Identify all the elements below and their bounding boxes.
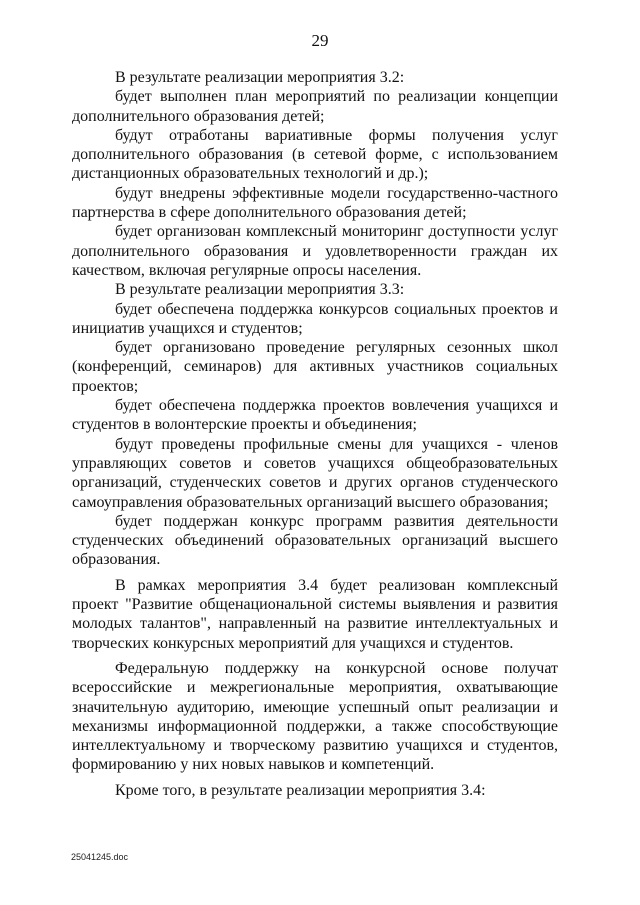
paragraph: будет обеспечена поддержка проектов вовлечения учащихся и студентов в волонтерские проекты и объединения;: [72, 397, 558, 434]
document-body: [72, 68, 558, 800]
paragraph: В результате реализации мероприятия 3.3:: [115, 281, 405, 299]
paragraph: Федеральную поддержку на конкурсной основе получат всероссийские и межрегиональные мероприятия, охватывающие значительную аудиторию, имеющие успешный опыт реализации и механизмы информационной поддержки, а также способствующие интеллектуальному и творческому развитию учащихся и студентов, формированию у них новых навыков и компетенций.: [72, 659, 558, 774]
paragraph: В рамках мероприятия 3.4 будет реализован комплексный проект "Развитие общенациональной системы выявления и развития молодых талантов", направленный на развитие интеллектуальных и творческих конкурсных мероприятий для учащихся и студентов.: [72, 576, 558, 652]
paragraph: будет обеспечена поддержка конкурсов социальных проектов и инициатив учащихся и студентов;: [72, 300, 558, 337]
paragraph: будет выполнен план мероприятий по реализации концепции дополнительного образования детей;: [72, 88, 558, 125]
paragraph: будут внедрены эффективные модели государственно-частного партнерства в сфере дополнительного образования детей;: [72, 184, 558, 222]
page-number: 29: [311, 31, 329, 50]
paragraph: будут отработаны вариативные формы получения услуг дополнительного образования (в сетевой форме, с использованием дистанционных образовательных технологий и др.);: [72, 126, 558, 183]
paragraph: будет организован комплексный мониторинг доступности услуг дополнительного образования и удовлетворенности граждан их качеством, включая регулярные опросы населения.: [72, 223, 558, 279]
paragraph: Кроме того, в результате реализации мероприятия 3.4:: [115, 781, 486, 799]
paragraph: будет поддержан конкурс программ развития деятельности студенческих объединений образовательных организаций высшего образования.: [72, 512, 558, 569]
paragraph: будут проведены профильные смены для учащихся - членов управляющих советов и советов учащихся общеобразовательных организаций, студенческих советов и других органов студенческого самоуправления образовательных организаций высшего образования;: [72, 435, 558, 511]
document-filename: 25041245.doc: [71, 852, 129, 862]
paragraph: будет организовано проведение регулярных сезонных школ (конференций, семинаров) для активных участников социальных проектов;: [72, 339, 558, 395]
paragraph: В результате реализации мероприятия 3.2:: [115, 69, 405, 86]
